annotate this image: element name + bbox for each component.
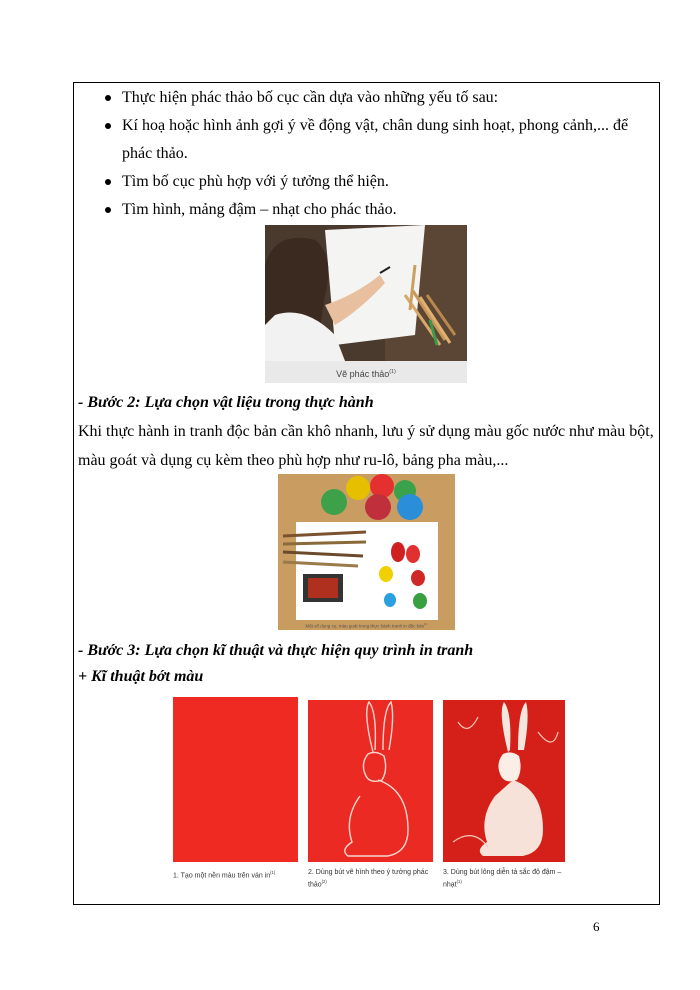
page-number: 6 <box>593 919 600 934</box>
figure-caption: Một số dụng cụ, màu goát trong thực hành tranh in độc bản$^{(1)}$ <box>305 623 428 629</box>
sketch-photo <box>265 225 467 383</box>
panel-caption-3: 3. Dùng bút lông diễn tả sắc độ đậm – nhạt$^{(1)}$ <box>443 869 562 889</box>
printing-panels <box>168 692 568 862</box>
step-3-subheading: + Kĩ thuật bớt màu <box>78 668 204 685</box>
panel-caption-2: 2. Dùng bút vẽ hình theo ý tưởng phác thảo$^{(2)}$ <box>308 869 429 889</box>
paints-illustration <box>278 474 455 620</box>
bullet-item: Tìm hình, mảng đậm – nhạt cho phác thảo. <box>102 196 662 224</box>
bullet-item: Thực hiện phác thảo bố cục cần dựa vào những yếu tố sau: <box>102 84 662 112</box>
intro-bullet-list <box>102 84 662 224</box>
bullet-item: Kí hoạ hoặc hình ảnh gợi ý về động vật, chân dung sinh hoạt, phong cảnh,... để phác thảo. <box>102 112 662 168</box>
panel-caption-1: 1. Tạo một nền màu trên ván $in^{(1)}$ <box>173 870 276 880</box>
step-2-heading: - Bước 2: Lựa chọn vật liệu trong thực hành <box>78 394 374 411</box>
materials-photo <box>278 474 455 630</box>
step-3-heading: - Bước 3: Lựa chọn kĩ thuật và thực hiện quy trình in tranh <box>78 642 474 659</box>
sketching-illustration <box>265 225 467 361</box>
technique-figure <box>168 692 568 897</box>
figure-caption: Vẽ phác thảo$^{(1)}$ <box>336 369 396 379</box>
bullet-item: Tìm bố cục phù hợp với ý tưởng thể hiện. <box>102 168 662 196</box>
step-2-body: Khi thực hành in tranh độc bản cần khô nhanh, lưu ý sử dụng màu gốc nước như màu bột, màu goát và dụng cụ kèm theo phù hợp như ru-lô, bảng pha màu,... <box>78 423 654 469</box>
